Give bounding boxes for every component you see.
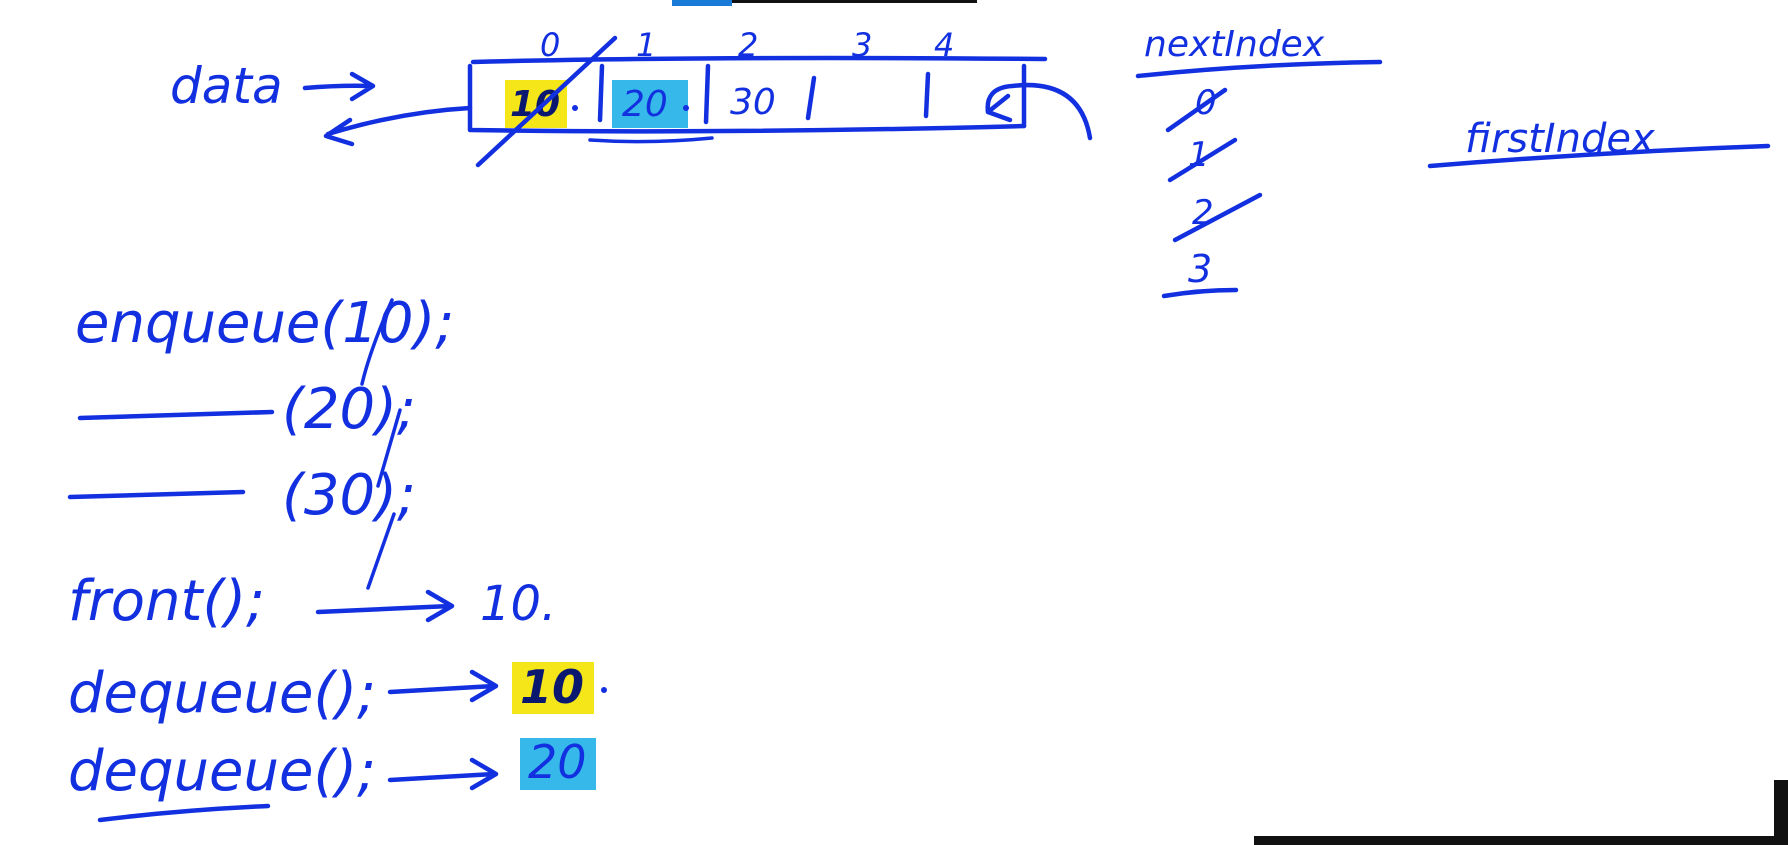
result-dequeue-2: 20	[528, 735, 587, 789]
ditto-line	[70, 492, 243, 497]
screen-artifact	[732, 0, 977, 3]
index-label-2: 2	[738, 26, 759, 64]
operation-dequeue-1: dequeue();	[68, 661, 376, 726]
index-label-4: 4	[934, 26, 955, 64]
screen-artifact	[1254, 836, 1788, 845]
index-label-0: 0	[540, 26, 561, 64]
ditto-line	[80, 412, 272, 418]
array-cell-1: 20	[622, 84, 668, 125]
wrap-arrow-head	[988, 96, 1010, 120]
operation-enqueue-10: enqueue(10);	[75, 291, 455, 356]
index-label-3: 3	[852, 26, 873, 64]
screen-artifact	[672, 0, 732, 6]
result-front: 10.	[480, 576, 557, 632]
underline	[100, 806, 268, 820]
result-arrow	[390, 672, 496, 700]
array-cell-0: 10	[510, 84, 561, 125]
operation-enqueue-20: (20);	[282, 377, 416, 442]
dot-mark	[572, 105, 578, 111]
cell-divider	[600, 66, 602, 120]
next-index-value-3: 3	[1188, 247, 1213, 291]
index-label-1: 1	[636, 26, 657, 64]
underline	[590, 138, 712, 142]
array-cell-2: 30	[730, 82, 776, 123]
screen-artifact	[1774, 780, 1788, 845]
result-dequeue-1: 10	[520, 660, 585, 714]
dot-mark	[683, 105, 689, 111]
pointer-arrow	[305, 74, 373, 99]
return-arrow	[326, 108, 470, 144]
next-index-label: nextIndex	[1144, 24, 1325, 65]
result-arrow	[318, 592, 452, 620]
next-index-value-2: 2	[1192, 193, 1214, 233]
cell-divider	[808, 78, 814, 118]
array-name-label: data	[170, 57, 283, 115]
result-arrow	[390, 760, 496, 788]
wrap-arrow	[988, 85, 1090, 138]
cell-divider	[706, 66, 708, 122]
operation-enqueue-30: (30);	[282, 463, 416, 528]
next-index-value-0: 0	[1195, 83, 1217, 123]
operation-front: front();	[68, 569, 266, 634]
next-index-value-1: 1	[1188, 135, 1210, 175]
cell-divider	[926, 74, 928, 116]
array-top-line	[473, 58, 1045, 62]
first-index-label: firstIndex	[1465, 116, 1655, 162]
underline	[1164, 290, 1236, 296]
dot-mark	[601, 687, 607, 693]
operation-dequeue-2: dequeue();	[68, 739, 376, 804]
strike-mark	[1175, 195, 1260, 240]
